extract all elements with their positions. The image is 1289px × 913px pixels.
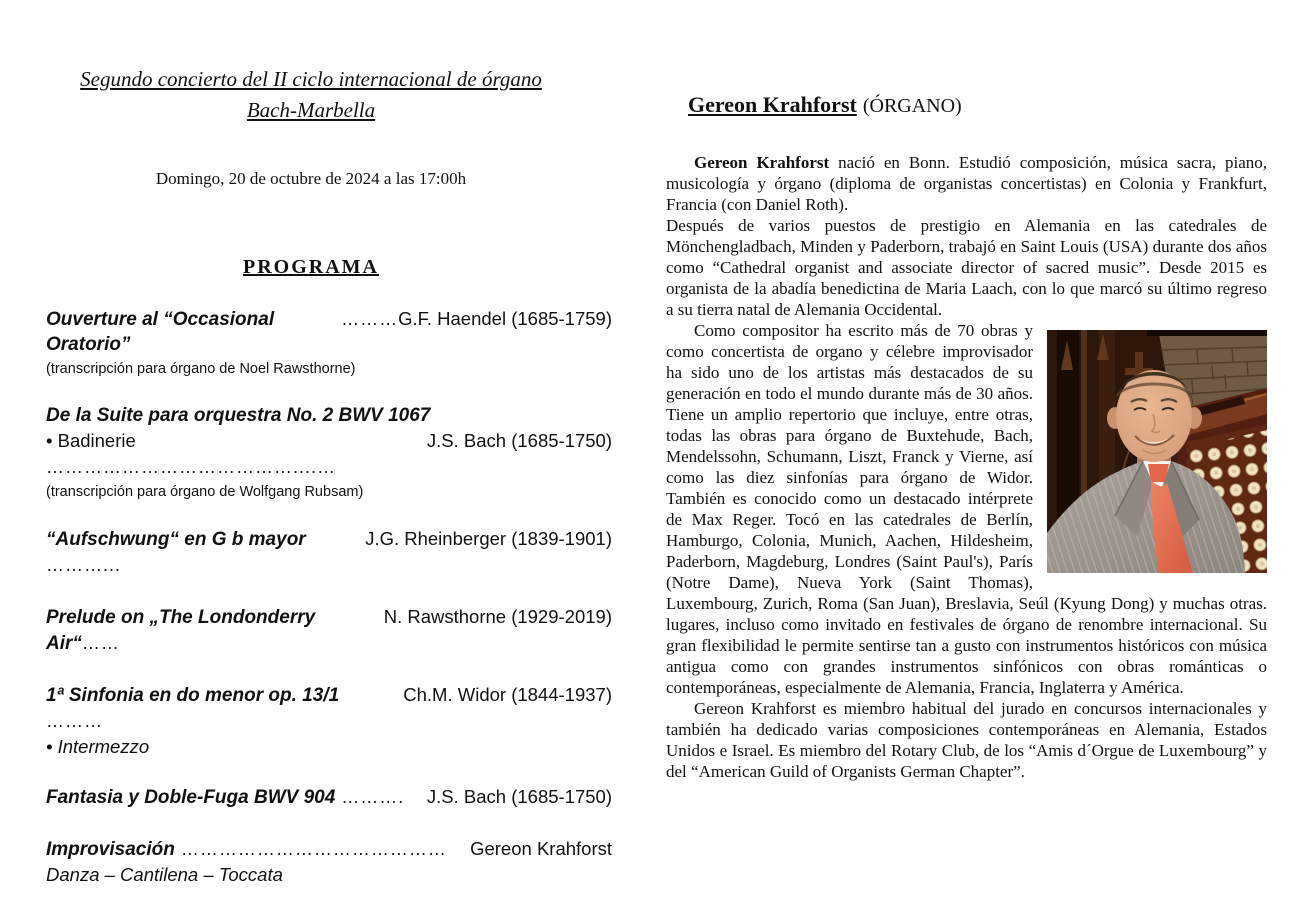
- dotted-leader: ………: [341, 309, 399, 329]
- movement-name: Danza – Cantilena – Toccata: [46, 864, 283, 885]
- concert-title-line1: Segundo concierto del II ciclo internacional de órgano: [80, 67, 542, 91]
- program-item: [46, 683, 612, 759]
- piece-title: 1ª Sinfonia en do menor op. 13/1: [46, 685, 340, 706]
- transcription-note: (transcripción para órgano de Wolfgang Rubsam): [46, 484, 364, 500]
- program-item: [46, 837, 612, 887]
- left-page-header: [25, 64, 597, 278]
- bio-paragraph: Gereon Krahforst nació en Bonn. Estudió composición, música sacra, piano, musicología y órgano (diploma de organistas concertistas) en Colonia y Frankfurt, Francia (con Daniel Roth).: [666, 153, 1267, 214]
- program-line: [46, 683, 612, 735]
- bio-paragraph: Como compositor ha escrito más de 70 obras y como concertista de organo y célebre improvisador ha sido uno de los artistas más destacados de su generación en todo el mundo durante más de 30 años. Tiene un amplio repertorio que incluye, entre otras, todas las obras para órgano de Buxtehude, Bach, Mendelssohn, Schumann, Liszt, Franck y Vierne, así como las diez sinfonías para órgano de Widor. También es conocido como un destacado intérprete de Max Reger. Tocó en las catedrales de Berlín, Hamburgo, Colonia, Munich, Aachen, Hildesheim, Paderborn, Magdeburg, Londres (Saint Paul's), París (Notre Dame), Nueva York (Saint Thomas), Luxembourg, Zurich, Roma (San Juan), Breslavia, Seúl (Kyung Dong) y muchas otras. lugares, incluso como invitado en festivales de órgano de renombre internacional. Su gran flexibilidad le permite sentirse tan a gusto con instrumentos históricos con música antigua como con grandes instrumentos sinfónicos con obras románticas o contemporáneas, especialmente de Alemania, Francia, Inglaterra y América.: [666, 321, 1267, 697]
- program-item: [46, 527, 612, 579]
- dotted-leader: ……….: [335, 787, 405, 807]
- piece-title: Fantasia y Doble-Fuga BWV 904: [46, 787, 336, 808]
- performer-role: (ÓRGANO): [862, 95, 962, 117]
- concert-title-line2: Bach-Marbella: [246, 98, 376, 122]
- performer-name-inline: Gereon Krahforst: [694, 153, 830, 172]
- concert-date: Domingo, 20 de octubre de 2024 a las 17:00h: [155, 169, 467, 188]
- transcription-note: (transcripción para órgano de Noel Rawsthorne): [46, 361, 356, 377]
- composer-name: N. Rawsthorne (1929-2019): [383, 606, 612, 627]
- program-line: [46, 404, 612, 429]
- biography-page: [666, 92, 1267, 782]
- composer-name: Gereon Krahforst: [470, 838, 612, 859]
- dotted-leader: …………………………………....…: [46, 457, 337, 477]
- bio-paragraph: Gereon Krahforst es miembro habitual del jurado en concursos internacionales y también ha dedicado varias composiciones contemporáneas en Alemania, Estados Unidos e Israel. Es miembro del Rotary Club, de los “Amis d´Orgue de Luxembourg” y del “American Guild of Organists German Chapter”.: [666, 699, 1267, 781]
- piece-title: Improvisación: [46, 839, 175, 860]
- bio-paragraph: Después de varios puestos de prestigio en Alemania en las catedrales de Mönchengladbach, Minden y Paderborn, trabajó en Saint Louis (USA) durante dos años como “Cathedral organist and associate director of sacred music”. Desde 2015 es organista de la abadía benedictina de Maria Laach, con lo que marcó su último regreso a su tierra natal de Alemania Occidental.: [666, 216, 1267, 319]
- dotted-leader: ……………………………………: [174, 839, 447, 859]
- composer-name: J.S. Bach (1685-1750): [426, 430, 612, 451]
- dotted-leader: ………...: [46, 555, 122, 575]
- piece-title: De la Suite para orquestra No. 2 BWV 1067: [46, 405, 431, 426]
- program-line: [46, 527, 612, 579]
- dotted-leader: ……: [81, 633, 120, 653]
- program-line: [46, 785, 612, 811]
- performer-heading: [688, 92, 1267, 119]
- composer-name: G.F. Haendel (1685-1759): [398, 308, 612, 329]
- piece-title: Prelude on „The Londonderry Air“: [46, 607, 316, 654]
- program-item: [46, 307, 612, 378]
- performer-name: Gereon Krahforst: [688, 92, 857, 117]
- program-item: [46, 785, 612, 811]
- program-line: [46, 307, 612, 358]
- movement-name: • Badinerie: [46, 430, 136, 451]
- program-heading: PROGRAMA: [243, 256, 379, 278]
- program-item: [46, 404, 612, 501]
- piece-title: “Aufschwung“ en G b mayor: [46, 529, 306, 550]
- composer-name: J.G. Rheinberger (1839-1901): [365, 528, 612, 549]
- program-list: [46, 307, 612, 913]
- movement-name: • Intermezzo: [46, 736, 150, 757]
- dotted-leader: ………: [46, 711, 103, 731]
- program-line: [46, 605, 612, 657]
- program-line: [46, 429, 612, 481]
- composer-name: Ch.M. Widor (1844-1937): [403, 684, 612, 705]
- composer-name: J.S. Bach (1685-1750): [426, 786, 612, 807]
- piece-title: Ouverture al “Occasional Oratorio”: [46, 309, 275, 355]
- program-line: [46, 837, 612, 863]
- composer-cell: [333, 307, 612, 331]
- program-item: [46, 605, 612, 657]
- gereon-krahforst-photo: [1047, 330, 1267, 573]
